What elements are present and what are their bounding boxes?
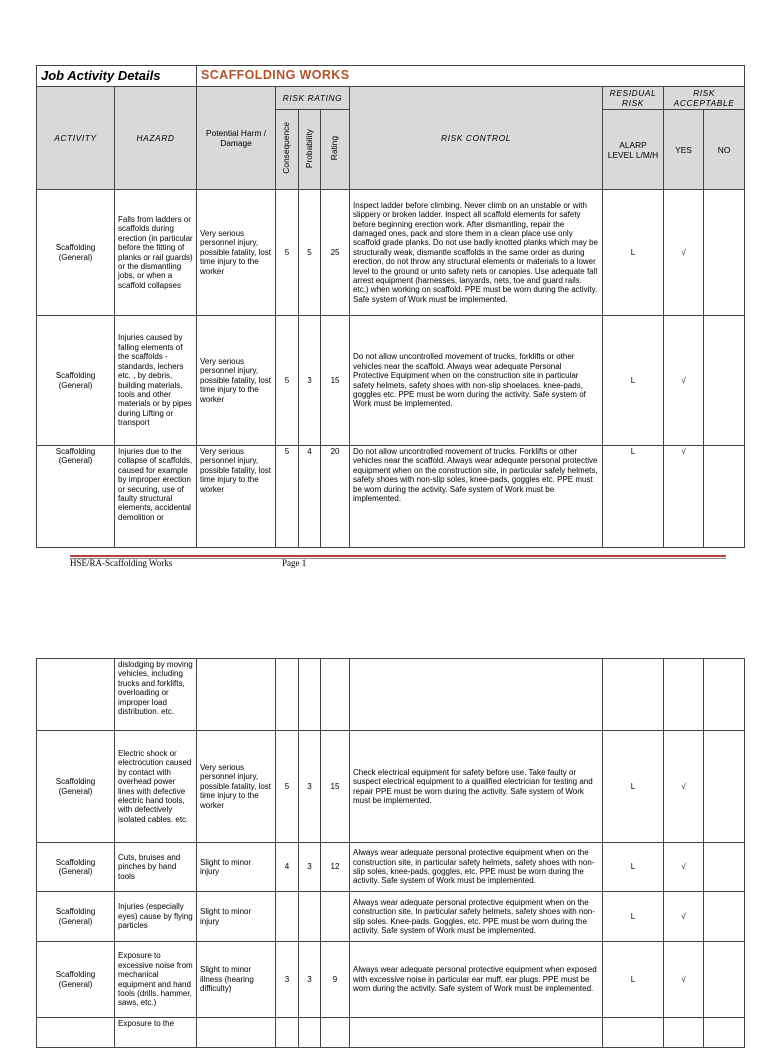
cell-alarp: L [603, 892, 664, 942]
cell-consequence: 5 [276, 190, 299, 316]
cell-harm: Very serious personnel injury, possible fatality, lost time injury to the worker [197, 731, 276, 843]
cell-risk-control: Always wear adequate personal protective equipment when exposed with excessive noise in particular ear muff, ear plugs. PPE must be worn during the activity. Safe system of Work must be implemented. [350, 942, 603, 1018]
cell-risk-control: Inspect ladder before climbing. Never climb on an unstable or with slippery or broken ladder. Inspect all scaffold elements for safety before beginning erection work. After dismantling, repair the damaged ones, pack and store them in a clean place use only scaffold grade planks. Do not use badly knotted planks which may be structurally weak, dismantle scaffolds in the same order as during erection, do not throw any structural elements or materials to a lower level to the ground or unto safety nets or canopies. Use adequate fall arrest equipment (harnesses, lanyards, nets, toe and guard rails. etc.) when working on scaffold. PPE must be worn during the activity. Safe system of Work must be implemented. [350, 190, 603, 316]
header-rating: Rating [329, 136, 340, 161]
cell-no [704, 446, 745, 548]
job-activity-label: Job Activity Details [37, 66, 197, 87]
cell-harm: Slight to minor injury [197, 892, 276, 942]
cell-consequence: 3 [276, 942, 299, 1018]
cell-hazard: Injuries due to the collapse of scaffolds, caused for example by improper erection or securing, use of faulty structural elements, accidental demolition or [115, 446, 197, 548]
cell-rating [321, 1018, 350, 1048]
cell-yes: √ [664, 190, 704, 316]
cell-harm [197, 1018, 276, 1048]
cell-probability [299, 892, 321, 942]
cell-consequence [276, 892, 299, 942]
cell-hazard: dislodging by moving vehicles, including trucks and forklifts, overloading or improper load distribution. etc. [115, 659, 197, 731]
cell-alarp [603, 1018, 664, 1048]
cell-rating [321, 892, 350, 942]
cell-probability: 3 [299, 843, 321, 892]
header-alarp: ALARP LEVEL L/M/H [603, 110, 664, 190]
cell-rating: 15 [321, 316, 350, 446]
cell-activity: Scaffolding (General) [37, 316, 115, 446]
risk-table-page-2 [36, 658, 745, 1048]
table-row [37, 190, 745, 316]
cell-hazard: Electric shock or electrocution caused by contact with overhead power lines with defective electric hand tools, with defectively isolated cables. etc. [115, 731, 197, 843]
project-title: SCAFFOLDING WORKS [197, 66, 745, 87]
table-row [37, 843, 745, 892]
cell-no [704, 190, 745, 316]
cell-consequence: 5 [276, 316, 299, 446]
cell-risk-control: Always wear adequate personal protective equipment when on the construction site, In particular safety helmets, safety shoes with non-slip soles. Knee-pads. Goggles. etc. PPE must be worn during the activity. Safe system of Work must be implemented. [350, 892, 603, 942]
cell-hazard: Falls from ladders or scaffolds during erection (in particular before the fitting of planks or rail guards) or the dismantling jobs, or when a scaffold collapses [115, 190, 197, 316]
cell-no [704, 843, 745, 892]
header-risk-acceptable: RISK ACCEPTABLE [664, 87, 745, 110]
cell-consequence [276, 1018, 299, 1048]
cell-yes: √ [664, 316, 704, 446]
cell-yes: √ [664, 942, 704, 1018]
header-risk-rating: RISK RATING [276, 87, 350, 110]
header-risk-control: RISK CONTROL [350, 87, 603, 190]
cell-activity: Scaffolding (General) [37, 843, 115, 892]
cell-risk-control [350, 659, 603, 731]
cell-no [704, 659, 745, 731]
cell-activity: Scaffolding (General) [37, 942, 115, 1018]
cell-no [704, 316, 745, 446]
cell-activity [37, 1018, 115, 1048]
cell-alarp: L [603, 942, 664, 1018]
table-row [37, 1018, 745, 1048]
cell-probability: 3 [299, 731, 321, 843]
cell-risk-control: Always wear adequate personal protective equipment when on the construction site, in particular safety helmets, safety shoes with non-slip soles, knee-pads, goggles, etc. PPE must be worn during the activity. Safe system of Work must be implemented. [350, 843, 603, 892]
cell-consequence: 5 [276, 446, 299, 548]
header-hazard: HAZARD [115, 87, 197, 190]
cell-risk-control [350, 1018, 603, 1048]
cell-rating: 15 [321, 731, 350, 843]
cell-no [704, 1018, 745, 1048]
cell-yes: √ [664, 731, 704, 843]
cell-consequence: 4 [276, 843, 299, 892]
cell-hazard: Injuries caused by falling elements of the scaffolds - standards, lechers etc. , by debris, building materials, tools and other materials or by pipes during Lifting or transport [115, 316, 197, 446]
table-row [37, 731, 745, 843]
cell-activity [37, 659, 115, 731]
cell-alarp: L [603, 316, 664, 446]
header-yes: YES [664, 110, 704, 190]
cell-harm: Very serious personnel injury, possible fatality, lost time injury to the worker [197, 316, 276, 446]
cell-probability [299, 1018, 321, 1048]
cell-harm: Very serious personnel injury, possible fatality, lost time injury to the worker [197, 446, 276, 548]
page-footer [70, 555, 726, 568]
cell-alarp: L [603, 731, 664, 843]
risk-table-page-1 [36, 65, 745, 548]
header-probability: Probability [303, 128, 314, 168]
cell-alarp: L [603, 843, 664, 892]
cell-consequence [276, 659, 299, 731]
cell-activity: Scaffolding (General) [37, 190, 115, 316]
cell-probability: 3 [299, 942, 321, 1018]
cell-risk-control: Do not allow uncontrolled movement of trucks, forklifts or other vehicles near the scaffold. Always wear adequate Personal Protective Equipment when on the construction site in particular safety helmets, safety shoes with non-slip shoelaces. knee-pads, goggles etc. PPE must be worn during the activity. Safe system of Work must be implemented. [350, 316, 603, 446]
cell-yes: √ [664, 446, 704, 548]
footer-divider [70, 555, 726, 557]
cell-hazard: Injuries (especially eyes) cause by flying particles [115, 892, 197, 942]
table-row [37, 942, 745, 1018]
cell-probability: 5 [299, 190, 321, 316]
cell-hazard: Exposure to excessive noise from mechanical equipment and hand tools (drills. hammer, saws, etc.) [115, 942, 197, 1018]
table-row [37, 892, 745, 942]
cell-yes [664, 659, 704, 731]
cell-hazard: Cuts, bruises and pinches by hand tools [115, 843, 197, 892]
cell-rating [321, 659, 350, 731]
header-residual-risk: RESIDUAL RISK [603, 87, 664, 110]
cell-no [704, 731, 745, 843]
cell-risk-control: Check electrical equipment for safety before use. Take faulty or suspect electrical equipment to a qualified electrician for testing and repair PPE must be worn during the activity. Safe system of Work must be implemented. [350, 731, 603, 843]
cell-alarp [603, 659, 664, 731]
cell-risk-control: Do not allow uncontrolled movement of trucks. Forklifts or other vehicles near the scaffold. Always wear adequate personal protective equipment when on the construction site, in particular safely helmets, safety shoes with non-slip soles, knee-pads, goggles etc. PPE must be worn during the activity. Safe system of Work must be implemented. [350, 446, 603, 548]
cell-rating: 20 [321, 446, 350, 548]
header-activity: ACTIVITY [37, 87, 115, 190]
table-row [37, 446, 745, 548]
cell-probability: 3 [299, 316, 321, 446]
footer-page-number: Page 1 [282, 558, 307, 568]
cell-harm [197, 659, 276, 731]
footer-doc-ref: HSE/RA-Scaffolding Works [70, 558, 173, 568]
cell-activity: Scaffolding (General) [37, 446, 115, 548]
cell-yes: √ [664, 892, 704, 942]
cell-probability [299, 659, 321, 731]
cell-harm: Slight to minor injury [197, 843, 276, 892]
cell-rating: 25 [321, 190, 350, 316]
cell-no [704, 892, 745, 942]
cell-yes: √ [664, 843, 704, 892]
cell-no [704, 942, 745, 1018]
cell-activity: Scaffolding (General) [37, 731, 115, 843]
cell-rating: 9 [321, 942, 350, 1018]
header-potential-harm: Potential Harm / Damage [197, 87, 276, 190]
table-row [37, 659, 745, 731]
cell-alarp: L [603, 190, 664, 316]
cell-rating: 12 [321, 843, 350, 892]
table-row [37, 316, 745, 446]
cell-consequence: 5 [276, 731, 299, 843]
header-consequence: Consequence [281, 122, 292, 175]
cell-alarp: L [603, 446, 664, 548]
header-no: NO [704, 110, 745, 190]
cell-yes [664, 1018, 704, 1048]
cell-hazard: Exposure to the [115, 1018, 197, 1048]
cell-harm: Very serious personnel injury, possible fatality, lost time injury to the worker [197, 190, 276, 316]
cell-probability: 4 [299, 446, 321, 548]
cell-activity: Scaffolding (General) [37, 892, 115, 942]
cell-harm: Slight to minor illness (hearing difficulty) [197, 942, 276, 1018]
